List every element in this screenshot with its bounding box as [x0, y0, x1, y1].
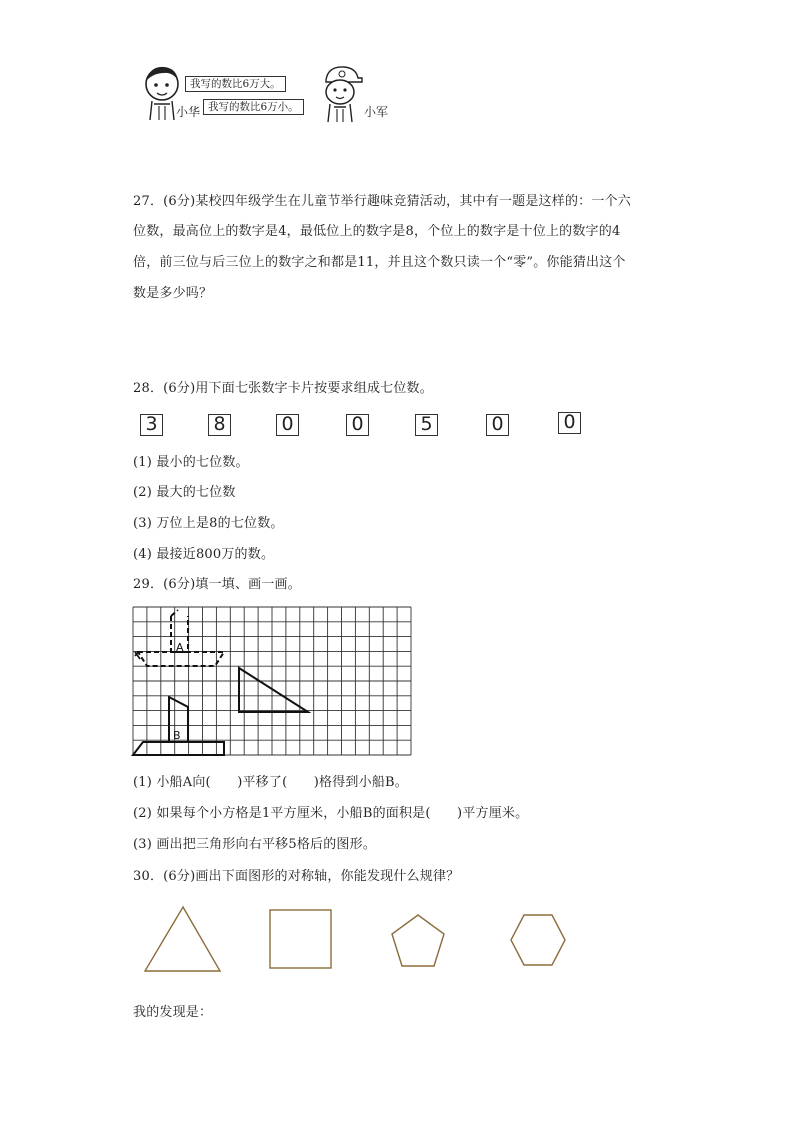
digit-card: 0 [346, 414, 369, 436]
q29-title: 29．(6分)填一填、画一画。 [133, 577, 301, 592]
name-xiaojun: 小军 [364, 105, 389, 119]
hexagon-figure [508, 912, 568, 968]
digit-card: 0 [276, 414, 299, 436]
triangle-shape [239, 668, 308, 712]
square-figure [268, 908, 334, 970]
name-xiaohua: 小华 [176, 105, 201, 119]
q28-item-4: (4) 最接近800万的数。 [133, 547, 275, 562]
q27-line-2: 位数，最高位上的数字是4，最低位上的数字是8，个位上的数字是十位上的数字的4 [133, 224, 621, 239]
q28-item-1: (1) 最小的七位数。 [133, 455, 249, 470]
triangle-figure [143, 905, 223, 973]
label-b: B [173, 729, 181, 742]
digit-card: 8 [208, 414, 231, 436]
digit-card: 5 [415, 414, 438, 436]
q27-line-3: 倍，前三位与后三位上的数字之和都是11，并且这个数只读一个“零”。你能猜出这个 [133, 255, 626, 270]
q28-item-2: (2) 最大的七位数 [133, 485, 236, 500]
digit-card: 3 [140, 414, 163, 436]
q27-line-1: 27．(6分)某校四年级学生在儿童节举行趣味竞猜活动，其中有一题是这样的：一个六 [133, 194, 631, 209]
boat-a-outline [138, 610, 224, 666]
q29-item-3: (3) 画出把三角形向右平移5格后的图形。 [133, 837, 377, 852]
boy-xiaojun-illustration [318, 64, 364, 124]
q30-answer-label: 我的发现是： [133, 1005, 213, 1020]
q29-item-2: (2) 如果每个小方格是1平方厘米，小船B的面积是( )平方厘米。 [133, 806, 529, 821]
pentagon-figure [388, 912, 448, 970]
q30-title: 30．(6分)画出下面图形的对称轴，你能发现什么规律？ [133, 869, 460, 884]
speech-bubble-top: 我写的数比6万大。 [185, 76, 286, 92]
speech-bubble-bottom: 我写的数比6万小。 [203, 99, 304, 115]
q29-item-1: (1) 小船A向( )平移了( )格得到小船B。 [133, 775, 408, 790]
translation-grid [133, 607, 413, 757]
q28-title: 28．(6分)用下面七张数字卡片按要求组成七位数。 [133, 381, 433, 396]
digit-card: 0 [558, 412, 581, 434]
q27-line-4: 数是多少吗？ [133, 286, 213, 301]
digit-card: 0 [486, 414, 509, 436]
label-a: A [176, 641, 184, 654]
q28-item-3: (3) 万位上是8的七位数。 [133, 516, 284, 531]
